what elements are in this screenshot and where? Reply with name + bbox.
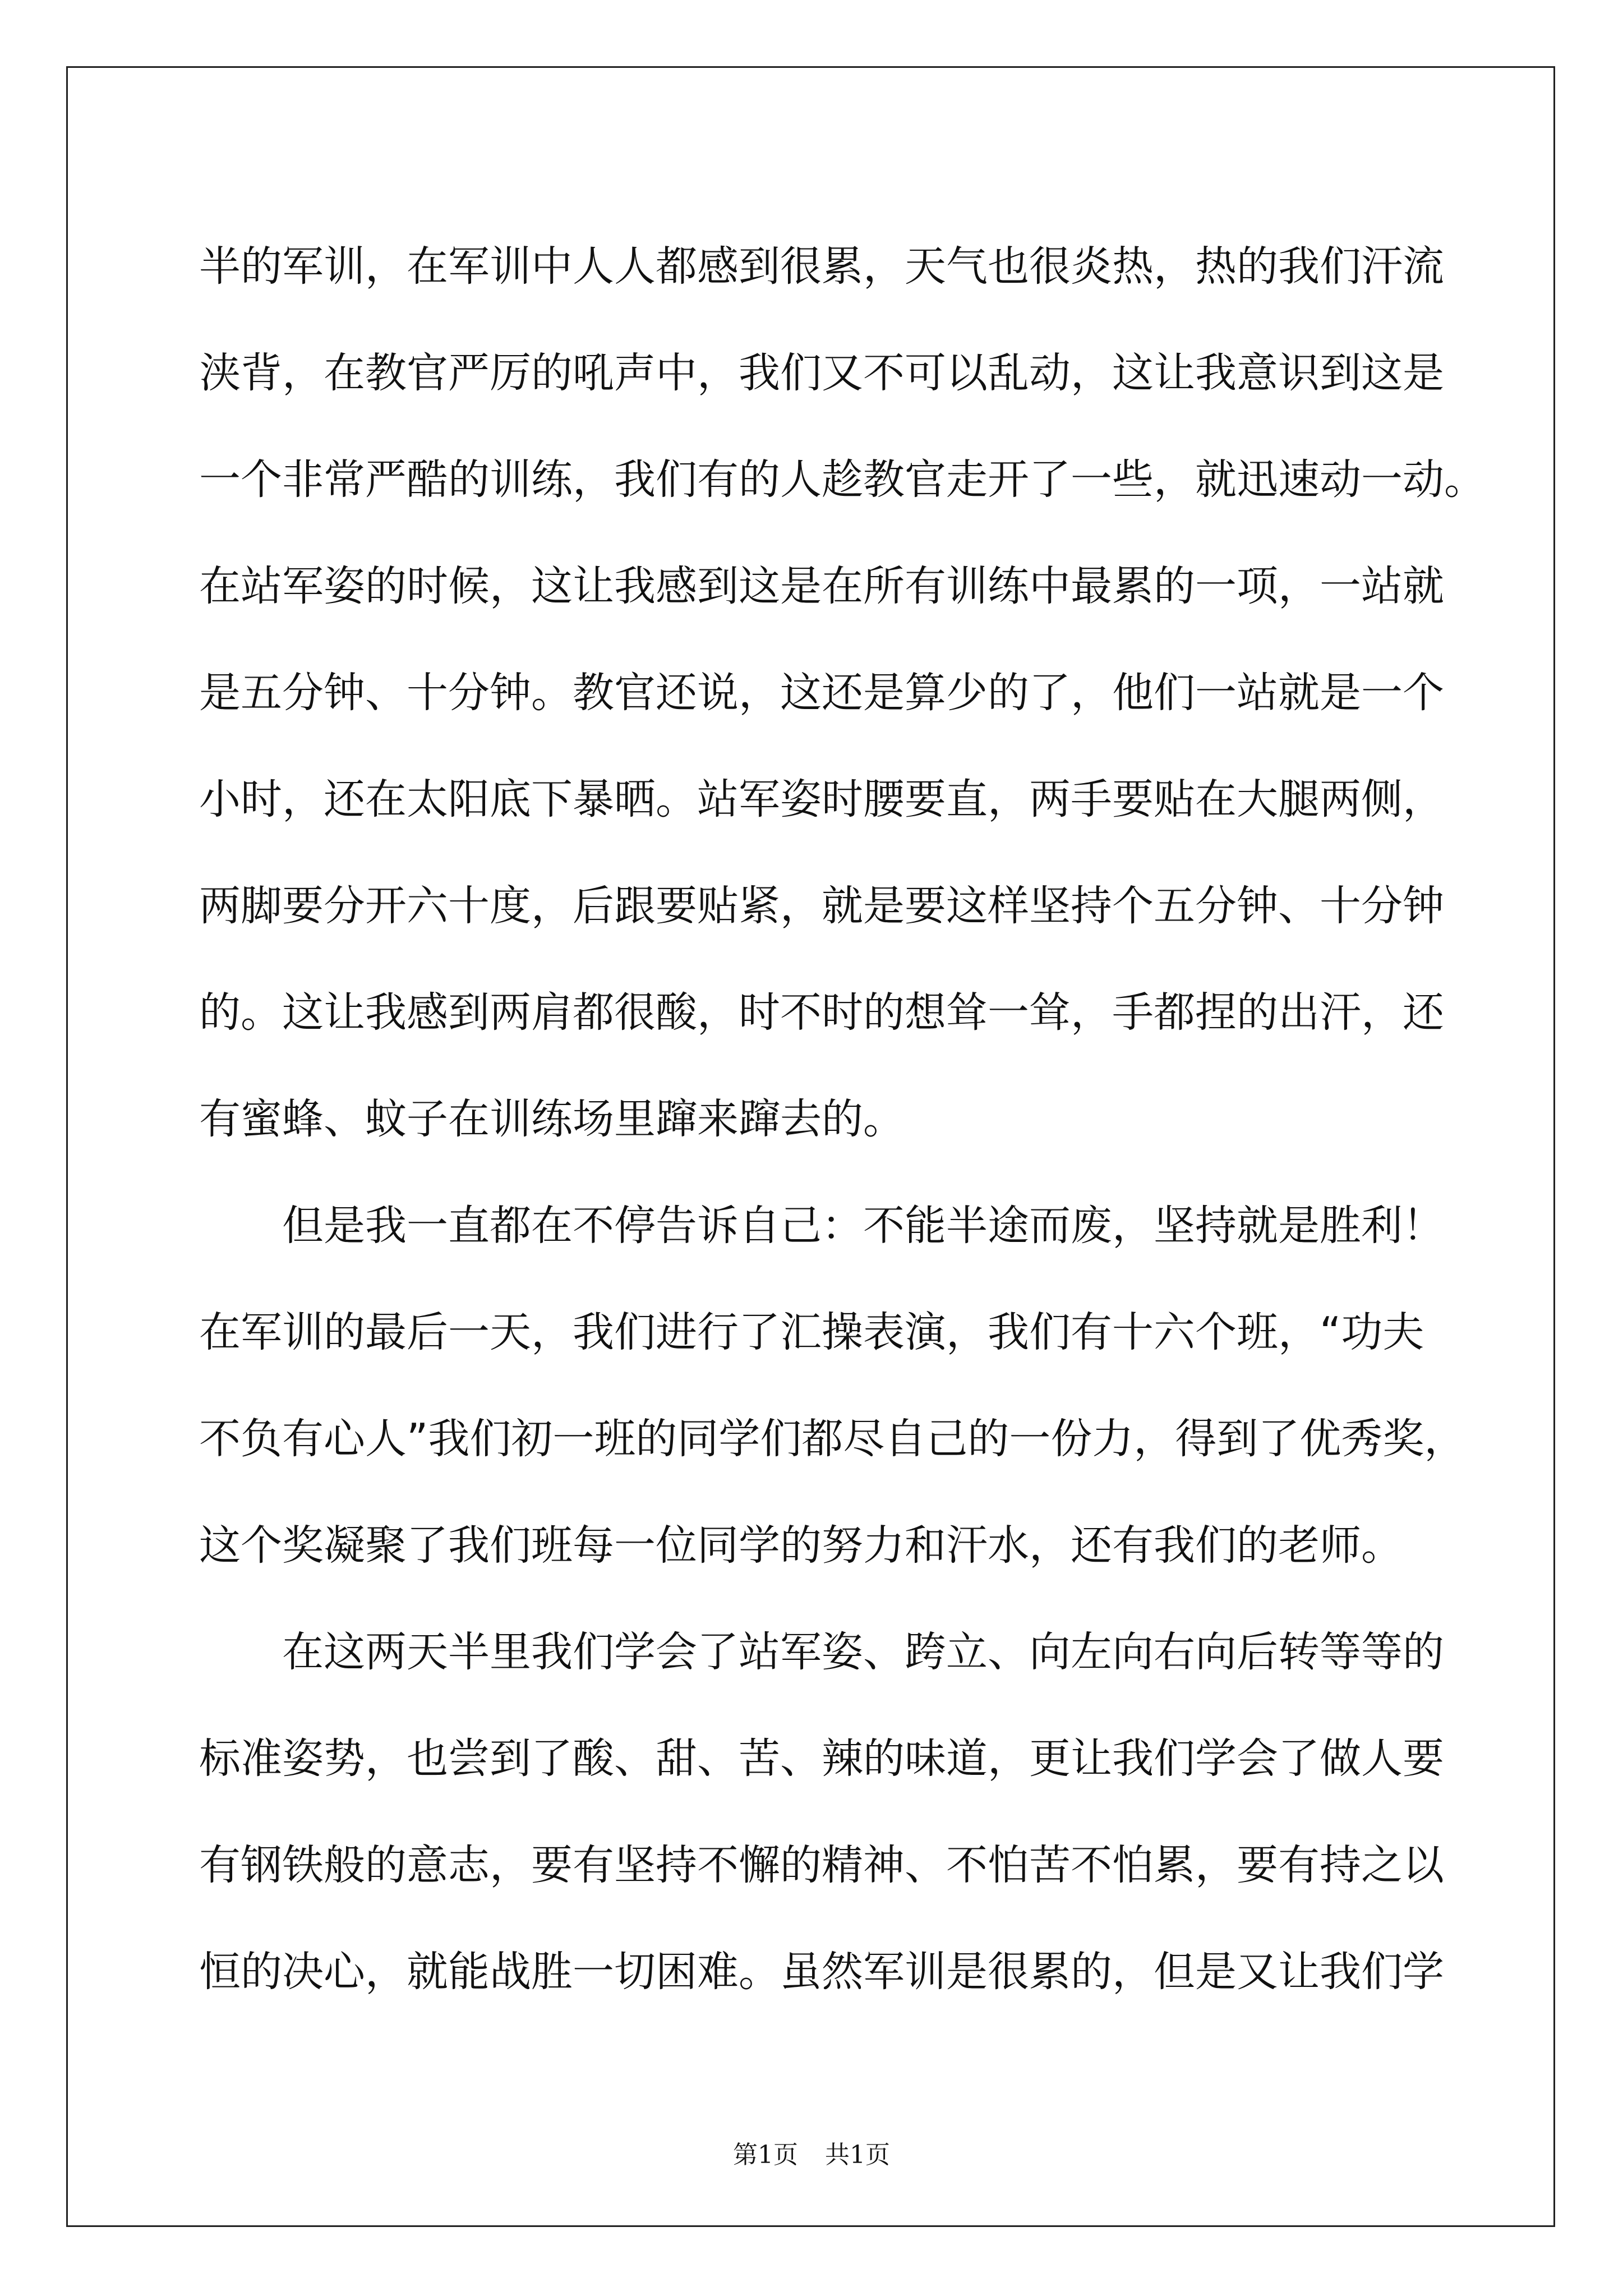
paragraph-start-line: 在这两天半里我们学会了站军姿、跨立、向左向右向后转等等的	[282, 1628, 1444, 1676]
text-line: 在站军姿的时候，这让我感到这是在所有训练中最累的一项，一站就	[199, 562, 1444, 610]
text-line: 小时，还在太阳底下暴晒。站军姿时腰要直，两手要贴在大腿两侧，	[199, 775, 1444, 823]
text-line: 恒的决心，就能战胜一切困难。虽然军训是很累的，但是又让我们学	[199, 1948, 1444, 1996]
text-line: 这个奖凝聚了我们班每一位同学的努力和汗水，还有我们的老师。	[199, 1521, 1403, 1570]
text-line: 在军训的最后一天，我们进行了汇操表演，我们有十六个班，“功夫	[199, 1308, 1424, 1356]
text-line: 半的军训，在军训中人人都感到很累，天气也很炎热，热的我们汗流	[199, 242, 1444, 291]
text-line: 标准姿势，也尝到了酸、甜、苦、辣的味道，更让我们学会了做人要	[199, 1734, 1444, 1783]
text-line: 不负有心人”我们初一班的同学们都尽自己的一份力，得到了优秀奖，	[199, 1415, 1466, 1463]
paragraph-start-line: 但是我一直都在不停告诉自己：不能半途而废，坚持就是胜利！	[282, 1202, 1444, 1250]
text-line: 浃背，在教官严厉的吼声中，我们又不可以乱动，这让我意识到这是	[199, 349, 1444, 397]
page-footer	[0, 2134, 1623, 2170]
document-body	[199, 213, 1486, 2025]
text-line: 一个非常严酷的训练，我们有的人趁教官走开了一些，就迅速动一动。	[199, 455, 1486, 504]
page-number: 第1页	[733, 2141, 798, 2169]
text-line: 是五分钟、十分钟。教官还说，这还是算少的了，他们一站就是一个	[199, 669, 1444, 717]
text-line: 两脚要分开六十度，后跟要贴紧，就是要这样坚持个五分钟、十分钟	[199, 882, 1444, 930]
text-line: 有钢铁般的意志，要有坚持不懈的精神、不怕苦不怕累，要有持之以	[199, 1841, 1444, 1889]
text-line: 的。这让我感到两肩都很酸，时不时的想耸一耸，手都捏的出汗，还	[199, 988, 1444, 1037]
text-line: 有蜜蜂、蚊子在训练场里蹿来蹿去的。	[199, 1095, 905, 1143]
page-total: 共1页	[825, 2141, 890, 2169]
